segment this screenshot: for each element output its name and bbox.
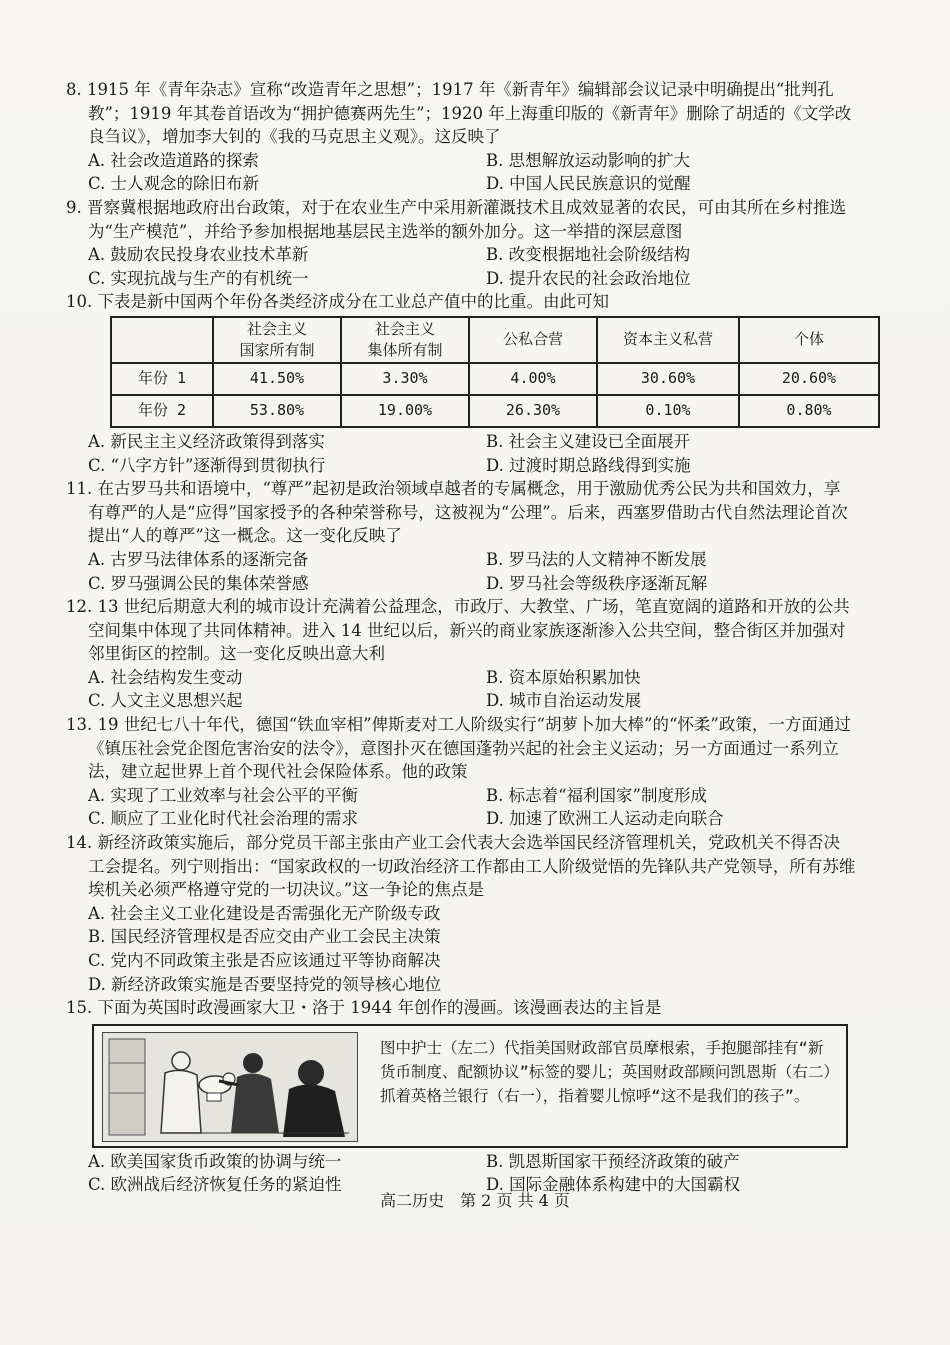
question-11	[66, 477, 856, 595]
table-header-row	[111, 317, 879, 363]
table-header-cell: 公私合营	[469, 317, 597, 363]
option-b[interactable]: B. 标志着“福利国家”制度形成	[486, 785, 707, 805]
option-a[interactable]: A. 社会主义工业化建设是否需强化无产阶级专政	[88, 903, 441, 923]
table-row	[111, 395, 879, 427]
question-stem: 9. 晋察冀根据地政府出台政策，对于在农业生产中采用新灌溉技术且成效显著的农民，可由其所在乡村推选为“生产模范”，并给予参加根据地基层民主选举的额外加分。这一举措的深层意图	[66, 197, 846, 241]
economy-share-table	[110, 316, 880, 428]
table-cell: 20.60%	[739, 363, 879, 395]
question-stem: 13. 19 世纪七八十年代，德国“铁血宰相”俾斯麦对工人阶级实行“胡萝卜加大棒”的“怀柔”政策，一方面通过《镇压社会党企图危害治安的法令》，意图扑灭在德国蓬勃兴起的社会主义运动；另一方面通过一系列立法，建立起世界上首个现代社会保险体系。他的政策	[66, 715, 851, 782]
option-a[interactable]: A. 欧美国家货币政策的协调与统一	[88, 1151, 342, 1171]
questions-area	[66, 78, 856, 1197]
option-a[interactable]: A. 新民主主义经济政策得到落实	[88, 431, 325, 451]
table-header-cell	[111, 317, 213, 363]
option-a[interactable]: A. 古罗马法律体系的逐渐完备	[88, 549, 309, 569]
option-d[interactable]: D. 提升农民的社会政治地位	[486, 268, 691, 288]
page-footer: 高二历史 第 2 页 共 4 页	[380, 1191, 570, 1210]
option-d[interactable]: D. 罗马社会等级秩序逐渐瓦解	[486, 573, 708, 593]
question-13	[66, 713, 856, 831]
option-a[interactable]: A. 鼓励农民投身农业技术革新	[88, 245, 309, 265]
option-b[interactable]: B. 资本原始积累加快	[486, 667, 641, 687]
option-d[interactable]: D. 国际金融体系构建中的大国霸权	[486, 1175, 741, 1195]
option-b[interactable]: B. 国民经济管理权是否应交由产业工会民主决策	[88, 927, 441, 947]
question-14	[66, 831, 856, 996]
option-d[interactable]: D. 加速了欧洲工人运动走向联合	[486, 809, 724, 829]
options	[66, 666, 856, 713]
option-b[interactable]: B. 思想解放运动影响的扩大	[486, 150, 691, 170]
option-c[interactable]: C. 欧洲战后经济恢复任务的紧迫性	[88, 1175, 342, 1195]
table-cell: 19.00%	[341, 395, 469, 427]
table-row	[111, 363, 879, 395]
option-d[interactable]: D. 中国人民民族意识的觉醒	[486, 174, 691, 194]
table-cell: 53.80%	[213, 395, 341, 427]
question-stem: 10. 下表是新中国两个年份各类经济成分在工业总产值中的比重。由此可知	[66, 292, 609, 312]
table-cell: 0.10%	[597, 395, 739, 427]
table-cell: 41.50%	[213, 363, 341, 395]
table-cell: 年份 1	[111, 363, 213, 395]
question-10	[66, 290, 856, 477]
question-stem: 14. 新经济政策实施后，部分党员干部主张由产业工会代表大会选举国民经济管理机关，党政机关不得否决工会提名。列宁则指出：“国家政权的一切政治经济工作都由工人阶级觉悟的先锋队共产党领导，所有苏维埃机关必须严格遵守党的一切决议。”这一争论的焦点是	[66, 833, 856, 900]
question-9	[66, 196, 856, 290]
option-c[interactable]: C. 士人观念的除旧布新	[88, 174, 260, 194]
options	[66, 784, 856, 831]
cartoon-drawing	[103, 1033, 357, 1141]
question-12	[66, 595, 856, 713]
question-stem: 12. 13 世纪后期意大利的城市设计充满着公益理念，市政厅、大教堂、广场，笔直宽阔的道路和开放的公共空间集中体现了共同体精神。进入 14 世纪以后，新兴的商业家族逐渐渗入公共空间，整合街区并加强对邻里街区的控制。这一变化反映出意大利	[66, 597, 850, 664]
option-c[interactable]: C. 罗马强调公民的集体荣誉感	[88, 573, 309, 593]
option-c[interactable]: C. 实现抗战与生产的有机统一	[88, 268, 309, 288]
option-c[interactable]: C. 顺应了工业化时代社会治理的需求	[88, 809, 359, 829]
option-a[interactable]: A. 实现了工业效率与社会公平的平衡	[88, 785, 358, 805]
option-d[interactable]: D. 新经济政策实施是否要坚持党的领导核心地位	[88, 974, 442, 994]
option-b[interactable]: B. 凯恩斯国家干预经济政策的破产	[486, 1151, 740, 1171]
table-cell: 3.30%	[341, 363, 469, 395]
table-header-cell: 社会主义 集体所有制	[341, 317, 469, 363]
options	[66, 430, 856, 477]
option-a[interactable]: A. 社会改造道路的探索	[88, 150, 259, 170]
option-c[interactable]: C. 党内不同政策主张是否应该通过平等协商解决	[88, 951, 441, 970]
options	[66, 149, 856, 196]
table-header-cell: 社会主义 国家所有制	[213, 317, 341, 363]
option-b[interactable]: B. 罗马法的人文精神不断发展	[486, 549, 707, 569]
option-c[interactable]: C. “八字方针”逐渐得到贯彻执行	[88, 455, 326, 475]
option-d[interactable]: D. 城市自治运动发展	[486, 691, 642, 711]
option-a[interactable]: A. 社会结构发生变动	[88, 667, 243, 687]
table-header-cell: 个体	[739, 317, 879, 363]
question-15	[66, 996, 856, 1197]
question-stem: 8. 1915 年《青年杂志》宣称“改造青年之思想”；1917 年《新青年》编辑部会议记录中明确提出“批判孔教”；1919 年其卷首语改为“拥护德赛两先生”；1920 年上海重印版的《新青年》删除了胡适的《文学改良刍议》，增加李大钊的《我的马克思主义观》。这反映了	[66, 80, 852, 147]
option-d[interactable]: D. 过渡时期总路线得到实施	[486, 455, 691, 475]
table-cell: 0.80%	[739, 395, 879, 427]
options	[66, 902, 856, 996]
table-cell: 年份 2	[111, 395, 213, 427]
question-stem: 15. 下面为英国时政漫画家大卫・洛于 1944 年创作的漫画。该漫画表达的主旨是	[66, 998, 662, 1018]
table-cell: 4.00%	[469, 363, 597, 395]
table-cell: 30.60%	[597, 363, 739, 395]
table-cell: 26.30%	[469, 395, 597, 427]
option-b[interactable]: B. 改变根据地社会阶级结构	[486, 245, 691, 265]
cartoon-box	[92, 1024, 848, 1148]
options	[66, 548, 856, 595]
option-b[interactable]: B. 社会主义建设已全面展开	[486, 431, 691, 451]
question-8	[66, 78, 856, 196]
cartoon-caption: 图中护士（左二）代指美国财政部官员摩根索，手抱腿部挂有“新货币制度、配额协议”标签的婴儿；英国财政部顾问凯恩斯（右二）抓着英格兰银行（右一），指着婴儿惊呼“这不是我们的孩子”。	[380, 1038, 832, 1105]
options	[66, 243, 856, 290]
cartoon-image	[102, 1032, 358, 1142]
table-header-cell: 资本主义私营	[597, 317, 739, 363]
question-stem: 11. 在古罗马共和语境中，“尊严”起初是政治领域卓越者的专属概念，用于激励优秀公民为共和国效力，享有尊严的人是“应得”国家授予的各种荣誉称号，这被视为“公理”。后来，西塞罗借助古代自然法理论首次提出“人的尊严”这一概念。这一变化反映了	[66, 479, 848, 546]
option-c[interactable]: C. 人文主义思想兴起	[88, 691, 243, 711]
